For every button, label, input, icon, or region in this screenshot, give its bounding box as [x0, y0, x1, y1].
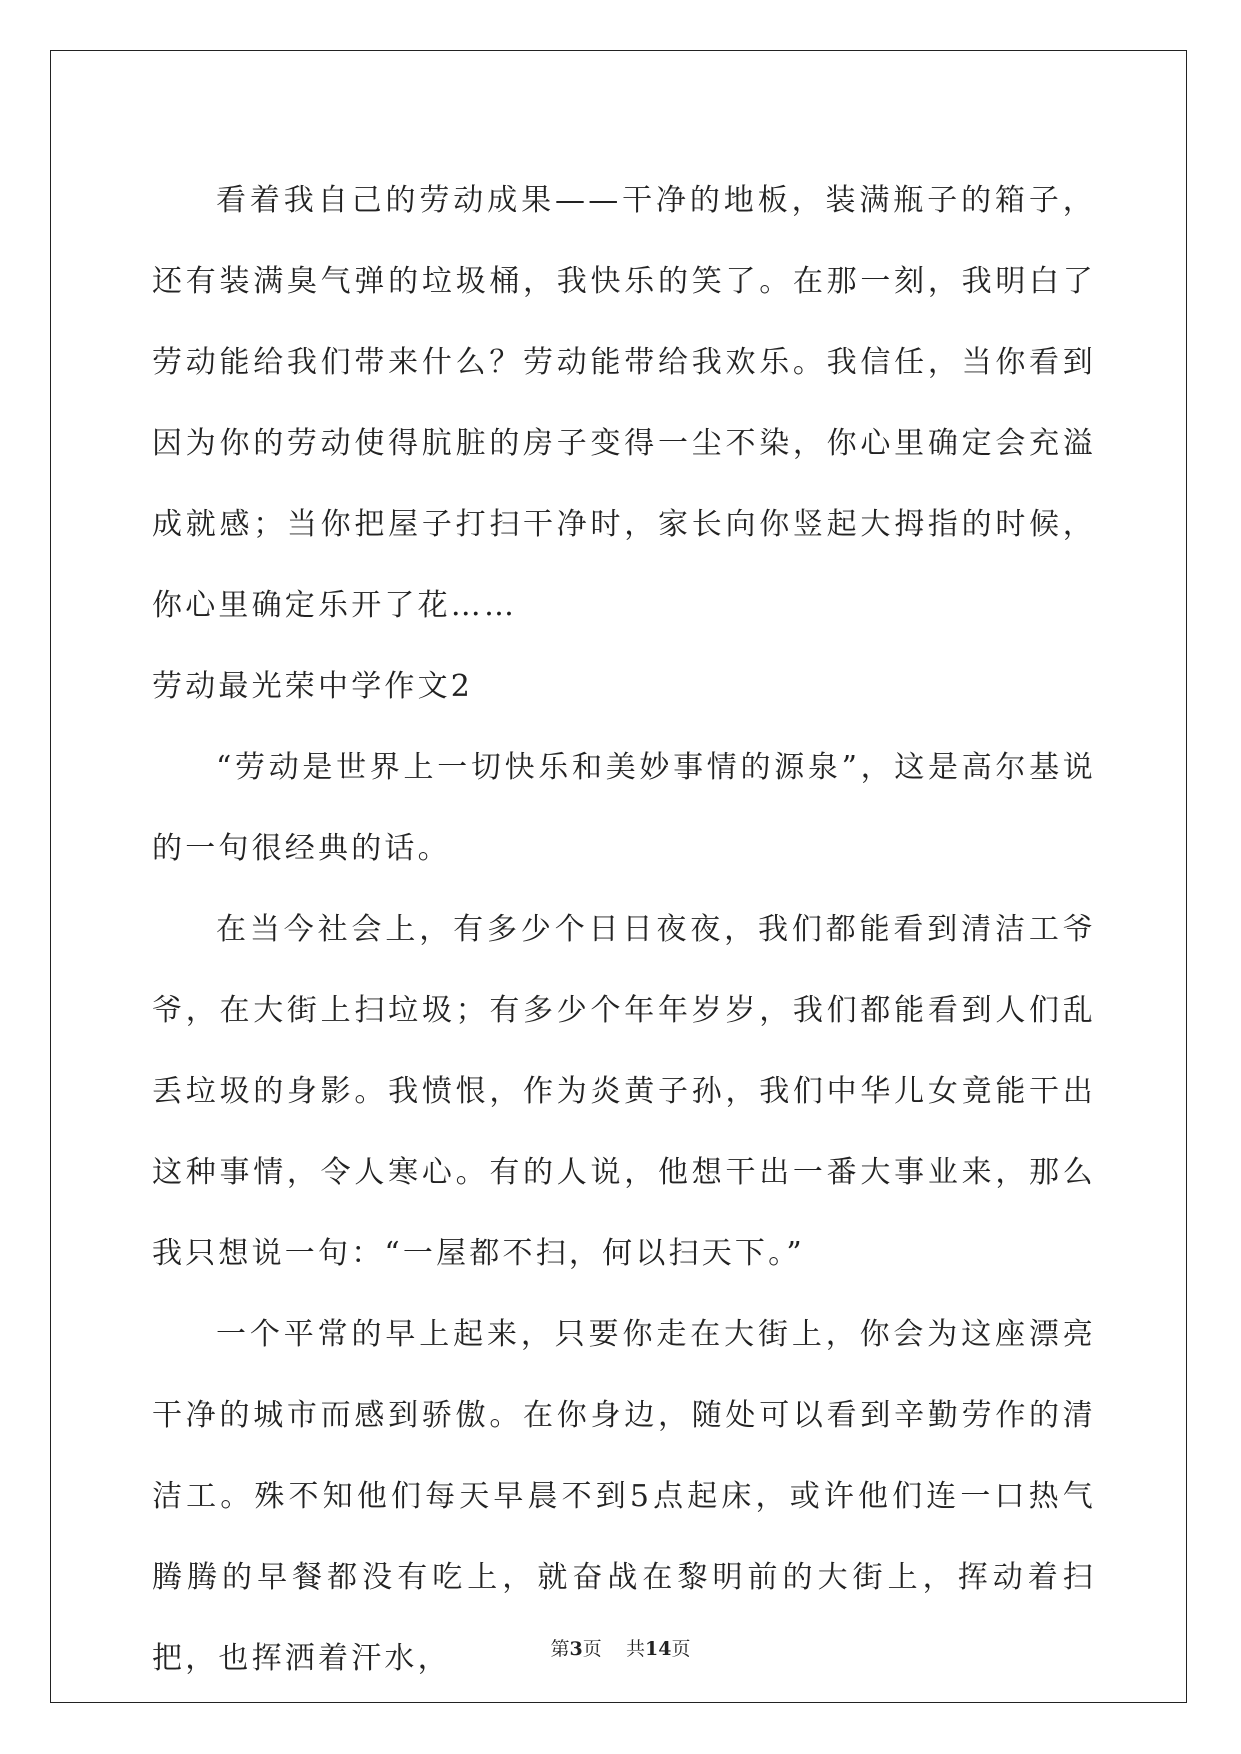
paragraph-1: 看着我自己的劳动成果——干净的地板，装满瓶子的箱子，还有装满臭气弹的垃圾桶，我快乐的笑了。在那一刻，我明白了劳动能给我们带来什么？劳动能带给我欢乐。我信任，当你看到因为你的劳动使得肮脏的房子变得一尘不染，你心里确定会充溢成就感；当你把屋子打扫干净时，家长向你竖起大拇指的时候，你心里确定乐开了花…… [152, 183, 1096, 623]
total-suffix: 页 [671, 1638, 691, 1660]
paragraph-4: 一个平常的早上起来，只要你走在大街上，你会为这座漂亮干净的城市而感到骄傲。在你身边，随处可以看到辛勤劳作的清洁工。殊不知他们每天早晨不到5点起床，或许他们连一口热气腾腾的早餐都没有吃上，就奋战在黎明前的大街上，挥动着扫把，也挥洒着汗水， [152, 1317, 1096, 1676]
page-suffix: 页 [582, 1638, 602, 1660]
page-current: 3 [569, 1638, 583, 1660]
document-body [152, 160, 1096, 1699]
page-footer [0, 1634, 1241, 1661]
page-prefix: 第 [550, 1638, 570, 1660]
section-heading: 劳动最光荣中学作文2 [152, 669, 474, 704]
paragraph-3: 在当今社会上，有多少个日日夜夜，我们都能看到清洁工爷爷，在大街上扫垃圾；有多少个年年岁岁，我们都能看到人们乱丢垃圾的身影。我愤恨，作为炎黄子孙，我们中华儿女竟能干出这种事情，令人寒心。有的人说，他想干出一番大事业来，那么我只想说一句：“一屋都不扫，何以扫天下。” [152, 912, 1096, 1271]
paragraph-2: “劳动是世界上一切快乐和美妙事情的源泉”，这是高尔基说的一句很经典的话。 [152, 750, 1096, 866]
total-prefix: 共 [625, 1638, 645, 1660]
page-total: 14 [644, 1638, 672, 1660]
